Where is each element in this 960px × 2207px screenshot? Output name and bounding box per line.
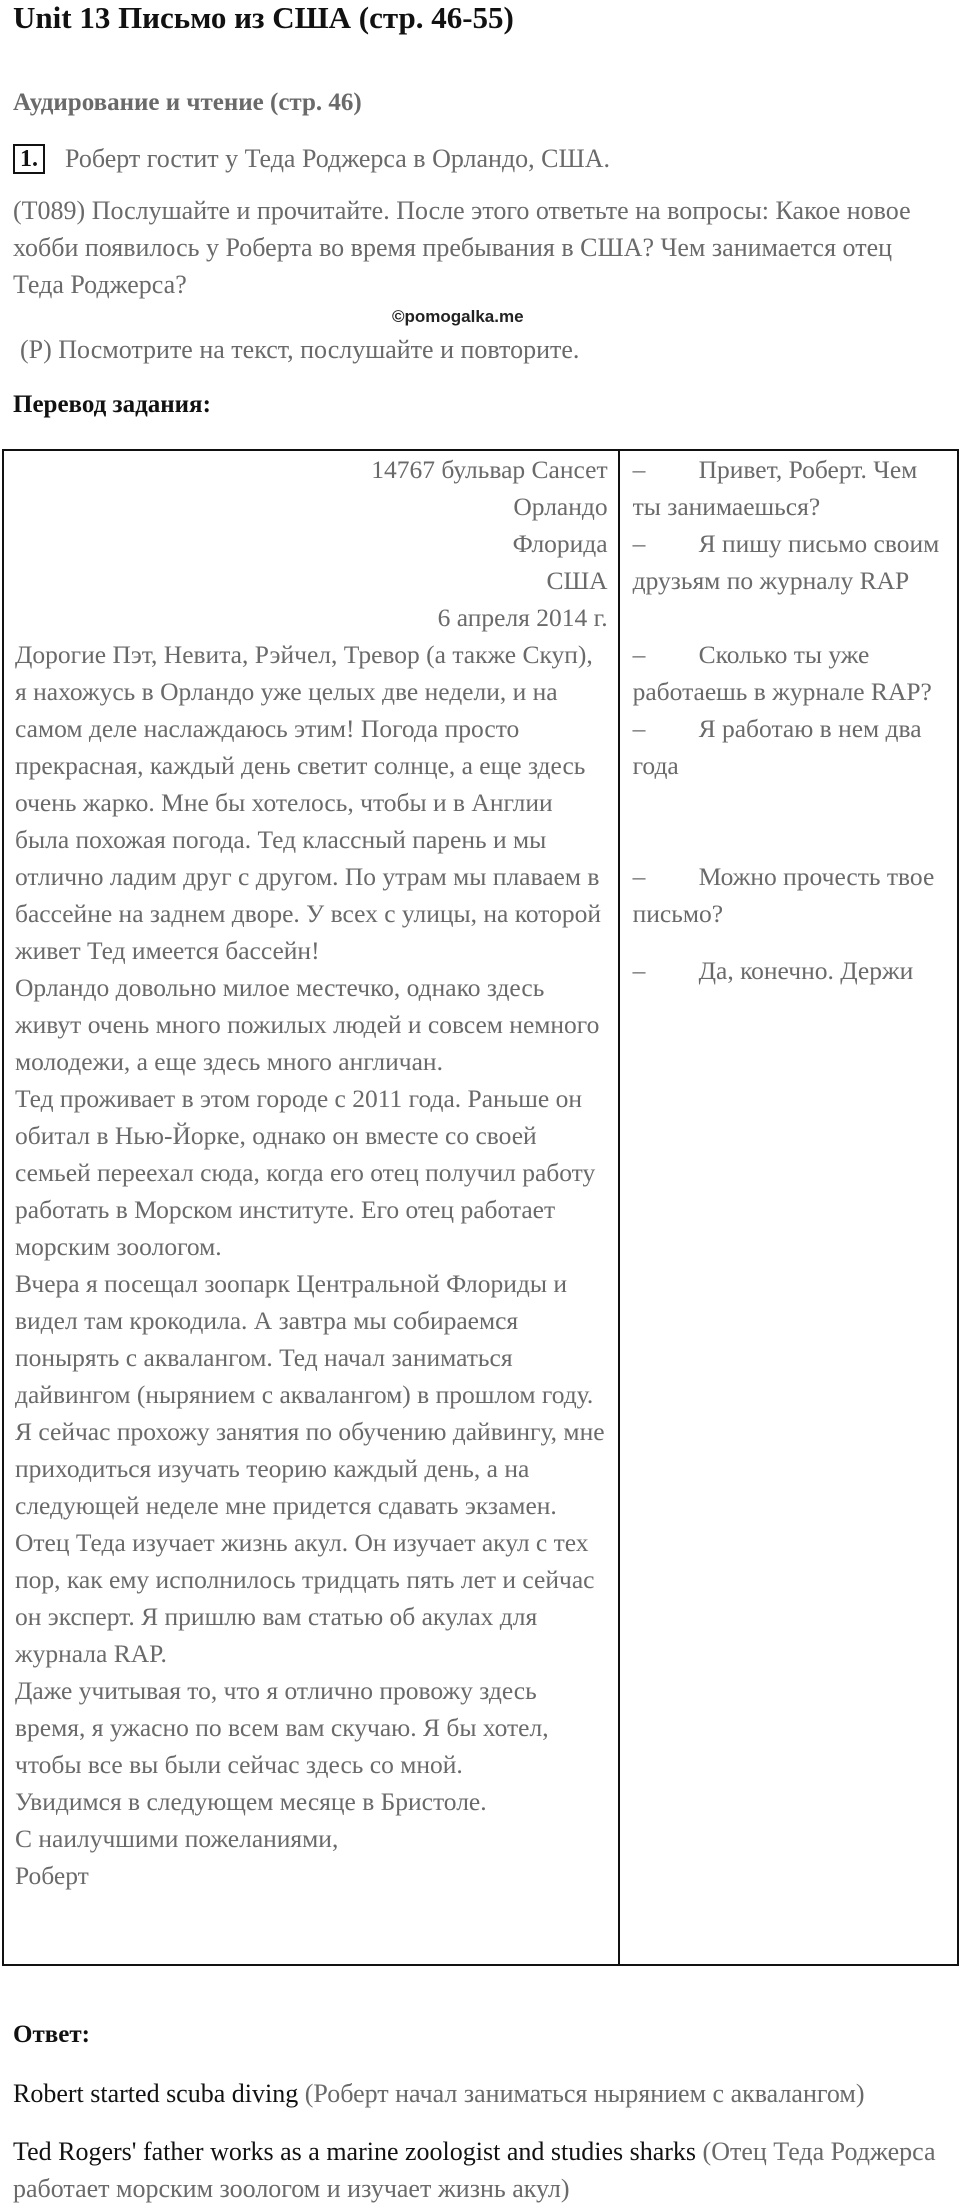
dialogue-text: Я пишу письмо своим друзьям по журналу RAP xyxy=(632,529,940,595)
dialogue-text: Да, конечно. Держи xyxy=(698,956,914,985)
letter-paragraph: Даже учитывая то, что я отлично провожу здесь время, я ужасно по всем вам скучаю. Я бы хотел, чтобы все вы были сейчас здесь со мной. xyxy=(15,1676,549,1779)
address-line: Орландо xyxy=(513,492,608,521)
dialogue-line xyxy=(633,858,947,932)
dialogue-text: Можно прочесть твое письмо? xyxy=(632,862,935,928)
address-line: 14767 бульвар Сансет xyxy=(371,455,608,484)
letter-address xyxy=(15,451,608,636)
dialogue-dash: – xyxy=(632,862,646,891)
letter-date: 6 апреля 2014 г. xyxy=(437,603,608,632)
dialogue-line xyxy=(633,451,947,525)
letter-paragraph: Орландо довольно милое местечко, однако здесь живут очень много пожилых людей и совсем немного молодежи, а еще здесь много англичан. xyxy=(15,973,600,1076)
letter-cell xyxy=(3,450,619,1965)
dialogue-cell xyxy=(619,450,958,1965)
section-subheading: Аудирование и чтение (стр. 46) xyxy=(13,89,362,116)
letter-paragraph: Дорогие Пэт, Невита, Рэйчел, Тревор (а также Скуп), я нахожусь в Орландо уже целых две недели, и на самом деле наслаждаюсь этим! Погода просто прекрасная, каждый день светит солнце, а еще здесь очень жарко. Мне бы хотелось, чтобы и в Англии была похожая погода. Тед классный парень и мы отлично ладим друг с другом. По утрам мы плаваем в бассейне на заднем дворе. У всех с улицы, на которой живет Тед имеется бассейн! xyxy=(15,640,601,965)
translation-heading: Перевод задания: xyxy=(13,391,211,418)
answer-line xyxy=(13,2133,948,2207)
task-instruction: (T089) Послушайте и прочитайте. После этого ответьте на вопросы: Какое новое хобби появилось у Роберта во время пребывания в США? Чем занимается отец Теда Роджерса? xyxy=(13,196,911,299)
dialogue-dash: – xyxy=(632,529,646,558)
dialogue-line xyxy=(633,636,947,710)
answer-english: Robert started scuba diving xyxy=(13,2079,299,2108)
dialogue-line xyxy=(633,710,947,784)
document-page xyxy=(0,0,960,420)
address-line: США xyxy=(546,566,608,595)
task-number-badge: 1. xyxy=(13,144,45,174)
translation-table xyxy=(2,449,959,1966)
dialogue-dash: – xyxy=(632,956,646,985)
letter-paragraph: Вчера я посещал зоопарк Центральной Флориды и видел там крокодила. А завтра мы собираемся понырять с аквалангом. Тед начал заниматься дайвингом (нырянием с аквалангом) в прошлом году. Я сейчас прохожу занятия по обучению дайвингу, мне приходиться изучать теорию каждый день, а на следующей неделе мне придется сдавать экзамен. Отец Теда изучает жизнь акул. Он изучает акул с тех пор, как ему исполнилось тридцать пять лет и сейчас он эксперт. Я пришлю вам статью об акулах для журнала RAP. xyxy=(15,1269,605,1668)
letter-paragraph: Увидимся в следующем месяце в Бристоле. xyxy=(15,1787,487,1816)
answer-russian: (Отец Теда Роджерса работает морским зоологом и изучает жизнь акул) xyxy=(13,2137,936,2203)
dialogue-text: Привет, Роберт. Чем ты занимаешься? xyxy=(632,455,918,521)
dialogue-text: Я работаю в нем два года xyxy=(632,714,922,780)
task-instruction-repeat: (P) Посмотрите на текст, послушайте и повторите. xyxy=(20,335,580,364)
answer-russian: (Роберт начал заниматься нырянием с аквалангом) xyxy=(304,2079,865,2108)
task-line xyxy=(13,144,947,174)
dialogue-line xyxy=(633,952,947,989)
answer-line xyxy=(13,2075,948,2112)
dialogue-dash: – xyxy=(632,640,646,669)
dialogue-text: Сколько ты уже работаешь в журнале RAP? xyxy=(632,640,932,706)
letter-closing: С наилучшими пожеланиями, xyxy=(15,1824,339,1853)
letter-signature: Роберт xyxy=(15,1861,89,1890)
letter-paragraph: Тед проживает в этом городе с 2011 года. Раньше он обитал в Нью-Йорке, однако он вместе со своей семьей переехал сюда, когда его отец получил работу работать в Морском институте. Его отец работает морским зоологом. xyxy=(15,1084,596,1261)
watermark: ©pomogalka.me xyxy=(392,307,524,326)
task-text: Роберт гостит у Теда Роджерса в Орландо, США. xyxy=(65,144,611,173)
answer-heading: Ответ: xyxy=(13,2021,90,2048)
dialogue-dash: – xyxy=(632,714,646,743)
dialogue-line xyxy=(633,525,947,599)
answer-english: Ted Rogers' father works as a marine zoologist and studies sharks xyxy=(13,2137,697,2166)
page-title: Unit 13 Письмо из США (стр. 46-55) xyxy=(13,0,514,35)
dialogue-dash: – xyxy=(632,455,646,484)
address-line: Флорида xyxy=(512,529,608,558)
